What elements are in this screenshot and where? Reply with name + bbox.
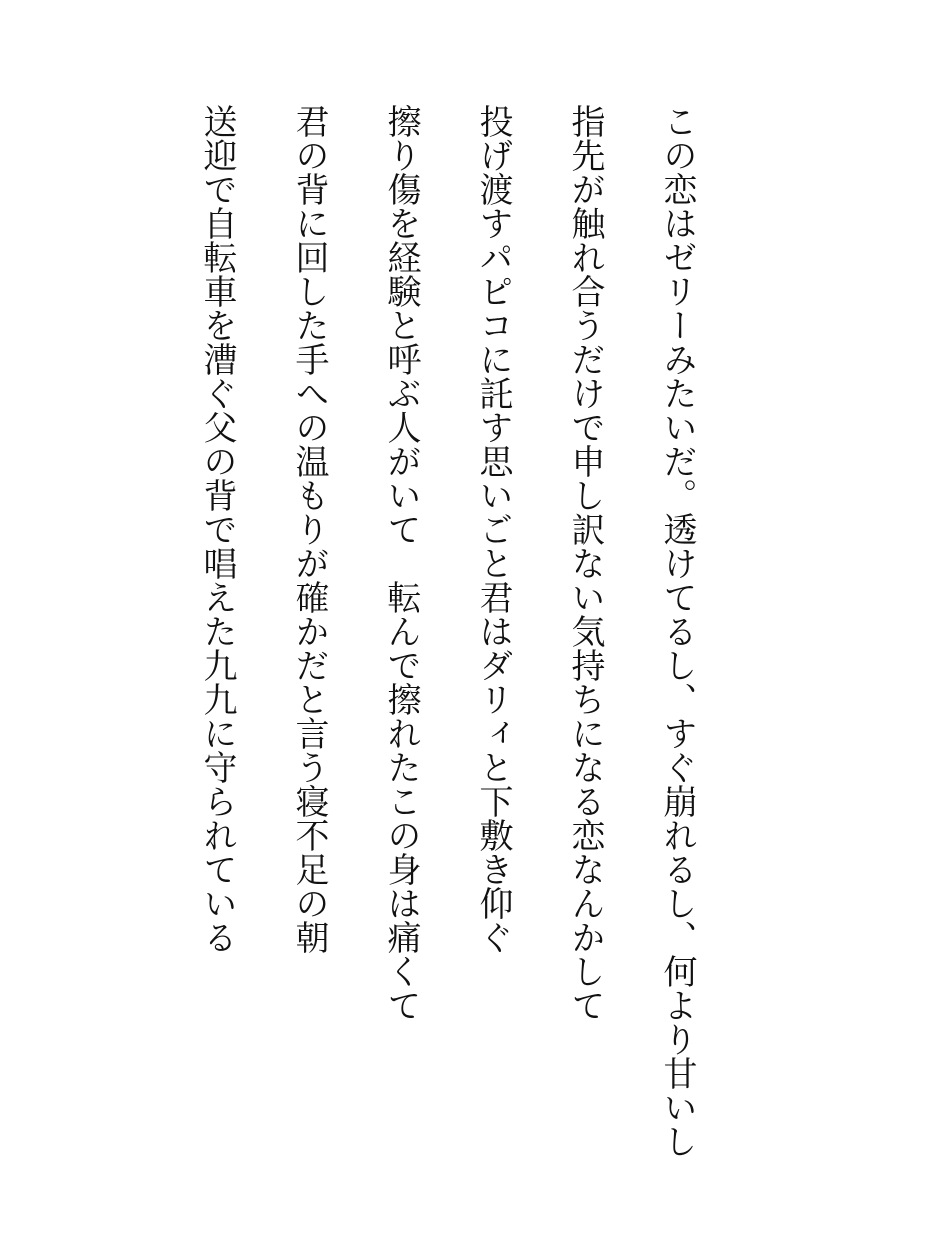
tanka-line-2: 指先が触れ合うだけで申し訳ない気持ちになる恋なんかして [565, 104, 605, 1022]
tanka-line-6: 送迎で自転車を漕ぐ父の背で唱えた九九に守られている [197, 104, 237, 954]
tanka-line-4: 擦り傷を経験と呼ぶ人がいて 転んで擦れたこの身は痛くて [381, 104, 421, 1022]
tanka-line-1: この恋はゼリーみたいだ。透けてるし、すぐ崩れるし、何より甘いし [657, 104, 697, 1158]
tanka-collection [171, 104, 723, 1184]
tanka-line-5: 君の背に回した手への温もりが確かだと言う寝不足の朝 [289, 104, 329, 954]
tanka-line-3: 投げ渡すパピコに託す思いごと君はダリィと下敷き仰ぐ [473, 104, 513, 954]
